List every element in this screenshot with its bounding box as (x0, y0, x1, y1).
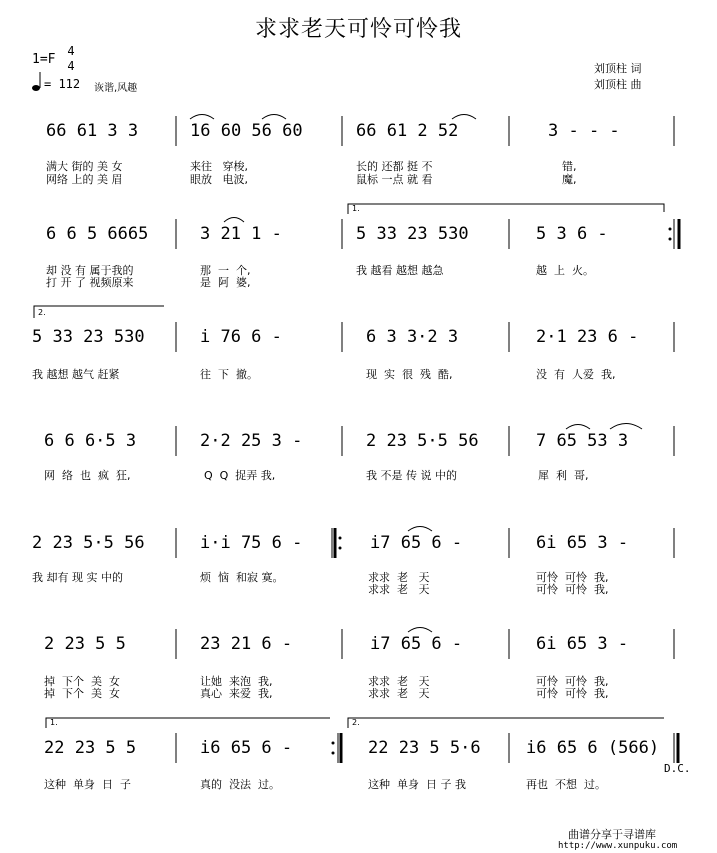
volta-number: 2. (38, 308, 46, 317)
lyric-line: 掉 下个 美 女 (44, 687, 120, 700)
footer-source: 曲谱分享于寻谱库 (568, 828, 656, 841)
measure-notes: 16 60 56 60 (190, 121, 303, 141)
page-title: 求求老天可怜可怜我 (254, 17, 462, 42)
lyric-line: 我 越看 越想 越急 (356, 264, 444, 277)
lyric-line: 真心 来爱 我, (200, 687, 273, 700)
lyricist-credit: 刘顶柱 词 (594, 62, 642, 75)
measure-notes: 7 65 53 3 (536, 431, 629, 451)
volta-number: 2. (352, 718, 360, 727)
lyric-line: 现 实 很 残 酷, (366, 368, 453, 381)
lyric-line: 来往 穿梭, (190, 160, 248, 173)
measure-notes: i7 65 6 - (370, 533, 463, 553)
lyric-line: 打 开 了 视频原来 (46, 276, 134, 289)
measure-notes: 6i 65 3 - (536, 533, 629, 553)
tie-arc (408, 527, 432, 532)
tie-arc (408, 628, 432, 633)
tie-arc (610, 424, 642, 430)
measure-notes: 66 61 3 3 (46, 121, 139, 141)
tempo-marking: = 112 (44, 77, 81, 91)
lyric-line: 网络 上的 美 眉 (46, 173, 123, 186)
lyric-line: 烦 恼 和寂 寞。 (200, 571, 284, 584)
measure-notes: 2 23 5·5 56 (32, 533, 145, 553)
repeat-dot (332, 742, 335, 745)
lyric-line: 往 下 撤。 (200, 368, 258, 381)
measure-notes: 6 3 3·2 3 (366, 327, 459, 347)
lyric-line: 让她 来泡 我, (200, 675, 273, 688)
measure-notes: 22 23 5 5 (44, 738, 137, 758)
lyric-line: 求求 老 天 (368, 583, 430, 596)
volta-number: 1. (352, 204, 360, 213)
repeat-dot (332, 752, 335, 755)
tie-arc (452, 115, 476, 120)
measure-notes: 22 23 5 5·6 (368, 738, 481, 758)
measure-notes: 2·2 25 3 - (200, 431, 303, 451)
lyric-line: 这种 单身 日 子 (44, 778, 131, 791)
measure-notes: 5 3 6 - (536, 224, 608, 244)
lyric-line: 我 不是 传 说 中的 (366, 469, 457, 482)
lyric-line: 犀 利 哥, (538, 469, 589, 482)
measure-notes: 6i 65 3 - (536, 634, 629, 654)
lyric-line: 魔, (562, 173, 577, 186)
measure-notes: 5 33 23 530 (32, 327, 145, 347)
repeat-dot (669, 228, 672, 231)
lyric-line: 可怜 可怜 我, (536, 571, 609, 584)
lyric-line: 长的 还都 挺 不 (356, 160, 433, 173)
measure-notes: 23 21 6 - (200, 634, 293, 654)
style-marking: 诙谐,风趣 (94, 83, 138, 94)
measure-notes: i7 65 6 - (370, 634, 463, 654)
measure-notes: 6 6 6·5 3 (44, 431, 137, 451)
lyric-line: 求求 老 天 (368, 571, 430, 584)
time-signature-top: 4 (67, 44, 75, 58)
time-signature-bottom: 4 (67, 59, 75, 73)
tie-arc (262, 115, 286, 120)
volta-bracket (348, 718, 664, 728)
measure-notes: 3 - - - (548, 121, 620, 141)
lyric-line: 那 一 个, (200, 264, 251, 277)
lyric-line: 没 有 人爱 我, (536, 368, 616, 381)
measure-notes: 5 33 23 530 (356, 224, 469, 244)
repeat-dot (339, 537, 342, 540)
lyric-line: 可怜 可怜 我, (536, 675, 609, 688)
key-signature: 1=F (32, 52, 56, 67)
lyric-line: 求求 老 天 (368, 675, 430, 688)
lyric-line: 我 却有 现 实 中的 (32, 571, 123, 584)
measure-notes: 2·1 23 6 - (536, 327, 639, 347)
measure-notes: 2 23 5·5 56 (366, 431, 479, 451)
lyric-line: 真的 没法 过。 (200, 778, 280, 791)
lyric-line: 越 上 火。 (536, 264, 594, 277)
lyric-line: 求求 老 天 (368, 687, 430, 700)
lyric-line: 错, (562, 160, 577, 173)
footer-url: http://www.xunpuku.com (558, 841, 678, 851)
volta-number: 1. (50, 718, 58, 727)
measure-notes: i6 65 6 (566) (526, 738, 660, 758)
measure-notes: i·i 75 6 - (200, 533, 303, 553)
lyric-line: 我 越想 越气 赶紧 (32, 368, 120, 381)
lyric-line: 是 阿 婆, (200, 276, 251, 289)
volta-bracket (46, 718, 330, 728)
lyric-line: 掉 下个 美 女 (44, 675, 120, 688)
lyric-line: Q Q 捉弄 我, (204, 469, 276, 482)
measure-notes: 66 61 2 52 (356, 121, 459, 141)
lyric-line: 眼放 电波, (190, 173, 248, 186)
repeat-dot (339, 547, 342, 550)
lyric-line: 可怜 可怜 我, (536, 583, 609, 596)
tie-arc (566, 425, 590, 430)
tie-arc (224, 218, 244, 223)
volta-bracket (34, 306, 164, 318)
measure-notes: 6 6 5 6665 (46, 224, 149, 244)
tie-arc (190, 115, 214, 120)
volta-bracket (348, 204, 664, 214)
lyric-line: 鼠标 一点 就 看 (356, 173, 433, 186)
repeat-dot (669, 238, 672, 241)
da-capo-marking: D.C. (664, 762, 691, 775)
measure-notes: i6 65 6 - (200, 738, 293, 758)
lyric-line: 网 络 也 疯 狂, (44, 469, 131, 482)
measure-notes: i 76 6 - (200, 327, 282, 347)
lyric-line: 却 没 有 属于我的 (46, 264, 134, 277)
measure-notes: 2 23 5 5 (44, 634, 126, 654)
lyric-line: 满大 街的 美 女 (46, 160, 123, 173)
lyric-line: 可怜 可怜 我, (536, 687, 609, 700)
measure-notes: 3 21 1 - (200, 224, 282, 244)
lyric-line: 再也 不想 过。 (526, 778, 606, 791)
composer-credit: 刘顶柱 曲 (594, 78, 642, 91)
lyric-line: 这种 单身 日 子 我 (368, 778, 466, 791)
